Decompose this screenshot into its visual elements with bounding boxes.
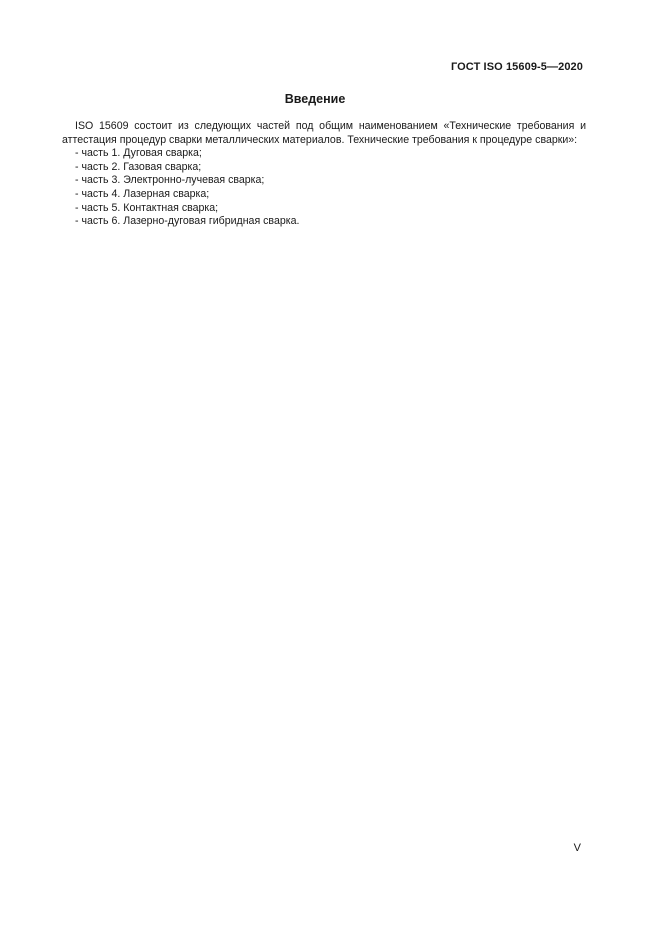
list-item: - часть 2. Газовая сварка;: [75, 160, 202, 173]
list-item: - часть 3. Электронно-лучевая сварка;: [75, 174, 265, 187]
list-item: - часть 5. Контактная сварка;: [75, 201, 219, 214]
page-number: V: [573, 842, 581, 854]
list-item: - часть 6. Лазерно-дуговая гибридная сварка.: [75, 215, 300, 228]
section-title: Введение: [284, 92, 346, 106]
section-body: [62, 120, 586, 229]
parts-list: [62, 147, 586, 229]
list-item: - часть 1. Дуговая сварка;: [75, 147, 202, 160]
list-item: - часть 4. Лазерная сварка;: [75, 187, 210, 200]
intro-paragraph: ISO 15609 состоит из следующих частей под общим наименованием «Технические требования и аттестация процедур сварки металлических материалов. Технические требования к процедуре сварки»:: [62, 120, 586, 146]
document-header-id: ГОСТ ISO 15609-5—2020: [450, 61, 583, 73]
